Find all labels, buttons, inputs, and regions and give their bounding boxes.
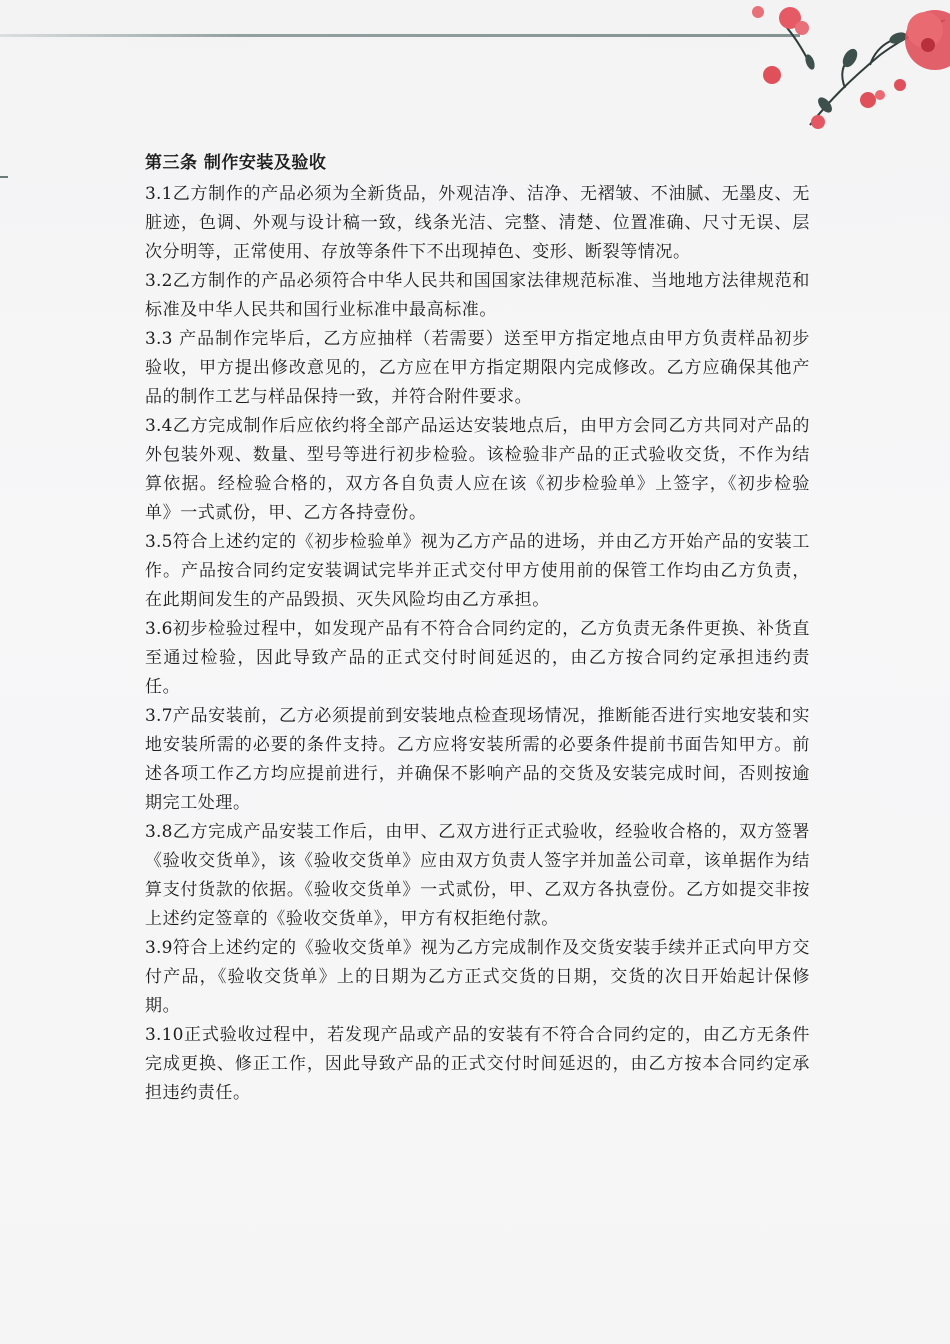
leaf-icons xyxy=(804,30,909,115)
clause-3-6 xyxy=(145,615,810,702)
clause-3-7 xyxy=(145,702,810,818)
clause-text: 乙方完成制作后应依约将全部产品运达安装地点后，由甲方会同乙方共同对产品的外包装外观、数量、型号等进行初步检验。该检验非产品的正式验收交货，不作为结算依据。经检验合格的，双方各自负责人应在该《初步检验单》上签字，《初步检验单》一式贰份，甲、乙方各持壹份。 xyxy=(145,416,810,523)
clause-text: 符合上述约定的《验收交货单》视为乙方完成制作及交货安装手续并正式向甲方交付产品，《验收交货单》上的日期为乙方正式交货的日期，交货的次日开始起计保修期。 xyxy=(145,938,810,1016)
clause-number: 3.2 xyxy=(145,271,173,291)
clause-number: 3.5 xyxy=(145,532,173,552)
clause-number: 3.3 xyxy=(145,329,173,349)
clause-text: 产品安装前，乙方必须提前到安装地点检查现场情况，推断能否进行实地安装和实地安装所需的必要的条件支持。乙方应将安装所需的必要条件提前书面告知甲方。前述各项工作乙方均应提前进行，并确保不影响产品的交货及安装完成时间，否则按逾期完工处理。 xyxy=(145,706,810,813)
clause-3-1 xyxy=(145,180,810,267)
clause-3-10 xyxy=(145,1021,810,1108)
clause-number: 3.4 xyxy=(145,416,173,436)
flower-icons xyxy=(752,6,950,129)
clause-number: 3.7 xyxy=(145,706,173,726)
clause-text: 乙方制作的产品必须符合中华人民共和国国家法律规范标准、当地地方法律规范和标准及中华人民共和国行业标准中最高标准。 xyxy=(145,271,810,320)
clause-3-9 xyxy=(145,934,810,1021)
section-title: 第三条 制作安装及验收 xyxy=(145,153,327,173)
margin-mark xyxy=(0,176,8,178)
clause-number: 3.1 xyxy=(145,184,173,204)
clause-text: 初步检验过程中，如发现产品有不符合合同约定的，乙方负责无条件更换、补货直至通过检验，因此导致产品的正式交付时间延迟的，由乙方按合同约定承担违约责任。 xyxy=(145,619,810,697)
document-body xyxy=(145,150,810,1108)
clause-number: 3.8 xyxy=(145,822,173,842)
clause-3-5 xyxy=(145,528,810,615)
clause-text: 乙方制作的产品必须为全新货品，外观洁净、洁净、无褶皱、不油腻、无墨皮、无脏迹，色调、外观与设计稿一致，线条光洁、完整、清楚、位置准确、尺寸无误、层次分明等，正常使用、存放等条件下不出现掉色、变形、断裂等情况。 xyxy=(145,184,810,262)
clause-number: 3.9 xyxy=(145,938,173,958)
clause-3-4 xyxy=(145,412,810,528)
clause-text: 符合上述约定的《初步检验单》视为乙方产品的进场，并由乙方开始产品的安装工作。产品按合同约定安装调试完毕并正式交付甲方使用前的保管工作均由乙方负责，在此期间发生的产品毁损、灭失风险均由乙方承担。 xyxy=(145,532,810,610)
clause-number: 3.10 xyxy=(145,1025,184,1045)
clause-3-8 xyxy=(145,818,810,934)
clause-number: 3.6 xyxy=(145,619,173,639)
header-rule xyxy=(0,34,800,37)
clause-text: 正式验收过程中，若发现产品或产品的安装有不符合合同约定的，由乙方无条件完成更换、修正工作，因此导致产品的正式交付时间延迟的，由乙方按本合同约定承担违约责任。 xyxy=(145,1025,810,1103)
clause-3-2 xyxy=(145,267,810,325)
floral-decoration xyxy=(750,0,950,140)
clause-text: 产品制作完毕后，乙方应抽样（若需要）送至甲方指定地点由甲方负责样品初步验收，甲方提出修改意见的，乙方应在甲方指定期限内完成修改。乙方应确保其他产品的制作工艺与样品保持一致，并符合附件要求。 xyxy=(145,329,810,407)
clause-3-3 xyxy=(145,325,810,412)
clause-text: 乙方完成产品安装工作后，由甲、乙双方进行正式验收，经验收合格的，双方签署《验收交货单》，该《验收交货单》应由双方负责人签字并加盖公司章，该单据作为结算支付货款的依据。《验收交货单》一式贰份，甲、乙双方各执壹份。乙方如提交非按上述约定签章的《验收交货单》，甲方有权拒绝付款。 xyxy=(145,822,810,929)
